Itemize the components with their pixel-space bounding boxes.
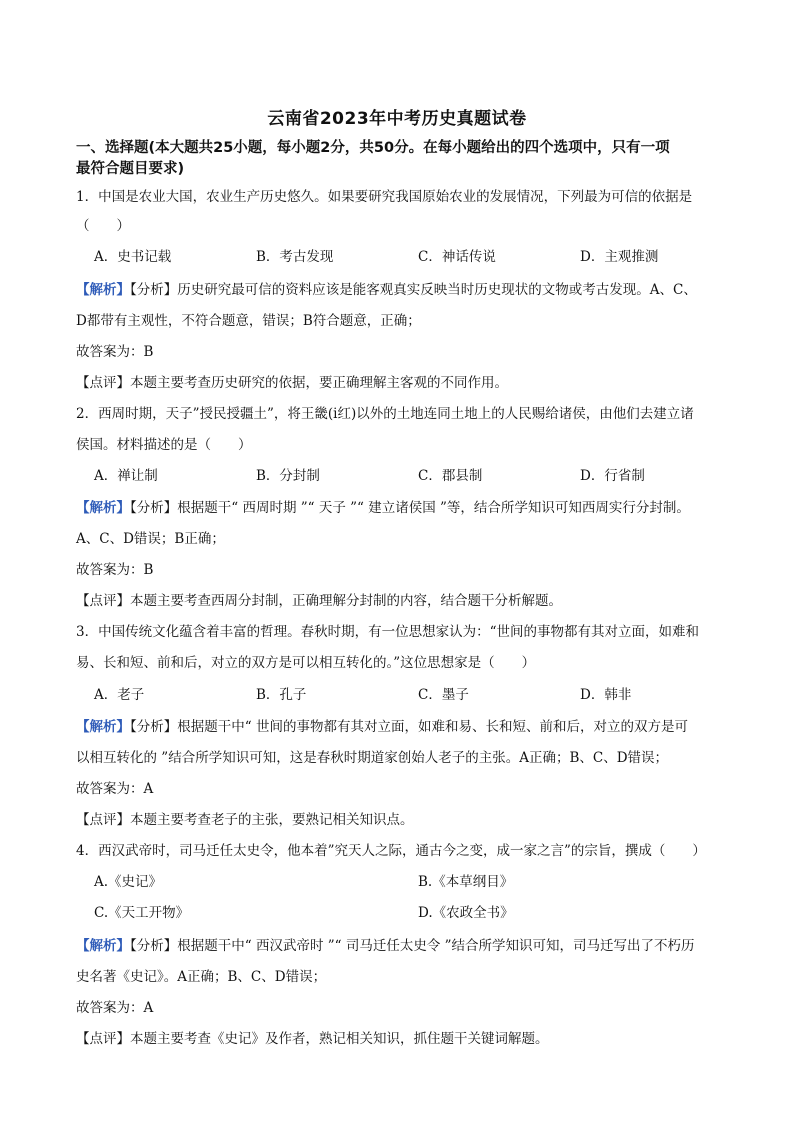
q3-option-b: B．孔子 [256, 687, 307, 703]
q1-option-d: D．主观推测 [580, 249, 659, 265]
q1-analysis-line1 [76, 280, 776, 300]
q4-comment-text: 本题主要考查《史记》及作者，熟记相关知识，抓住题干关键词解题。 [130, 1031, 549, 1047]
jiexi-label: 【解析】 [76, 719, 130, 735]
q4-comment [76, 1029, 776, 1049]
q1-option-c: C．神话传说 [418, 249, 496, 265]
q1-answer: 故答案为：B [76, 344, 154, 360]
q1-stem-line1: 1．中国是农业大国，农业生产历史悠久。如果要研究我国原始农业的发展情况，下列最为可信的依据是 [76, 189, 693, 205]
q3-option-a: A．老子 [94, 687, 145, 703]
jiexi-label: 【解析】 [76, 282, 130, 298]
q3-stem-line1: 3．中国传统文化蕴含着丰富的哲理。春秋时期，有一位思想家认为：“世间的事物都有其对立面，如难和 [76, 624, 699, 640]
q4-analysis-line2: 史名著《史记》。A正确；B、C、D错误； [76, 969, 327, 985]
fenxi-label: 【分析】 [130, 938, 178, 954]
q1-analysis-text1: 历史研究最可信的资料应该是能客观真实反映当时历史现状的文物或考古发现。A、C、 [177, 282, 697, 298]
dianping-label: 【点评】 [76, 812, 130, 828]
q1-stem-line2: （ ） [76, 218, 130, 234]
q2-analysis-text1: 根据题干“ 西周时期 ”“ 天子 ”“ 建立诸侯国 ”等，结合所学知识可知西周实行分封制。 [177, 500, 690, 516]
dianping-label: 【点评】 [76, 375, 130, 391]
q2-comment [76, 591, 776, 611]
q3-answer: 故答案为：A [76, 781, 154, 797]
q3-analysis-text1: 根据题干中“ 世间的事物都有其对立面，如难和易、长和短、前和后，对立的双方是可 [177, 719, 688, 735]
page-title: 云南省2023年中考历史真题试卷 [267, 109, 527, 129]
q4-analysis-line1 [76, 936, 776, 956]
q4-answer: 故答案为：A [76, 1000, 154, 1016]
fenxi-label: 【分析】 [130, 719, 178, 735]
q3-option-d: D．韩非 [580, 687, 632, 703]
q3-stem-line2: 易、长和短、前和后，对立的双方是可以相互转化的。”这位思想家是（ ） [76, 655, 536, 671]
q2-analysis-line2: A、C、D错误；B正确； [76, 531, 225, 547]
q4-option-b: B.《本草纲目》 [418, 874, 514, 890]
q4-stem: 4．西汉武帝时，司马迁任太史令，他本着”究天人之际，通古今之变，成一家之言”的宗旨，撰成（ ） [76, 843, 706, 859]
q1-option-b: B．考古发现 [256, 249, 334, 265]
q4-option-d: D.《农政全书》 [418, 905, 514, 921]
section-heading-line1: 一、选择题(本大题共25小题，每小题2分，共50分。在每小题给出的四个选项中，只有一项 [76, 140, 670, 156]
q2-comment-text: 本题主要考查西周分封制，正确理解分封制的内容，结合题干分析解题。 [130, 593, 562, 609]
q4-analysis-text1: 根据题干中“ 西汉武帝时 ”“ 司马迁任太史令 ”结合所学知识可知，司马迁写出了不朽历 [177, 938, 695, 954]
jiexi-label: 【解析】 [76, 938, 130, 954]
q2-answer: 故答案为：B [76, 562, 154, 578]
section-heading-line2: 最符合题目要求) [76, 161, 185, 177]
dianping-label: 【点评】 [76, 593, 130, 609]
q3-analysis-line1 [76, 717, 776, 737]
q2-option-b: B．分封制 [256, 468, 320, 484]
fenxi-label: 【分析】 [130, 282, 178, 298]
jiexi-label: 【解析】 [76, 500, 130, 516]
q3-comment [76, 810, 776, 830]
q1-analysis-line2: D都带有主观性，不符合题意，错误；B符合题意，正确； [76, 313, 421, 329]
q1-option-a: A．史书记载 [94, 249, 172, 265]
q4-option-c: C.《天工开物》 [94, 905, 190, 921]
q1-comment [76, 373, 776, 393]
dianping-label: 【点评】 [76, 1031, 130, 1047]
q3-analysis-line2: 以相互转化的 ”结合所学知识可知，这是春秋时期道家创始人老子的主张。A正确；B、C、D错误； [76, 750, 669, 766]
q3-comment-text: 本题主要考查老子的主张，要熟记相关知识点。 [130, 812, 414, 828]
q2-stem-line2: 侯国。材料描述的是（ ） [76, 437, 252, 453]
q2-option-c: C．郡县制 [418, 468, 483, 484]
q2-stem-line1: 2．西周时期，天子”授民授疆土”，将王畿(i红)以外的土地连同土地上的人民赐给诸侯，由他们去建立诸 [76, 406, 694, 422]
q1-comment-text: 本题主要考查历史研究的依据，要正确理解主客观的不同作用。 [130, 375, 508, 391]
fenxi-label: 【分析】 [130, 500, 178, 516]
q4-option-a: A.《史记》 [94, 874, 163, 890]
q2-analysis-line1 [76, 498, 776, 518]
q2-option-d: D．行省制 [580, 468, 645, 484]
q3-option-c: C．墨子 [418, 687, 469, 703]
q2-option-a: A．禅让制 [94, 468, 158, 484]
